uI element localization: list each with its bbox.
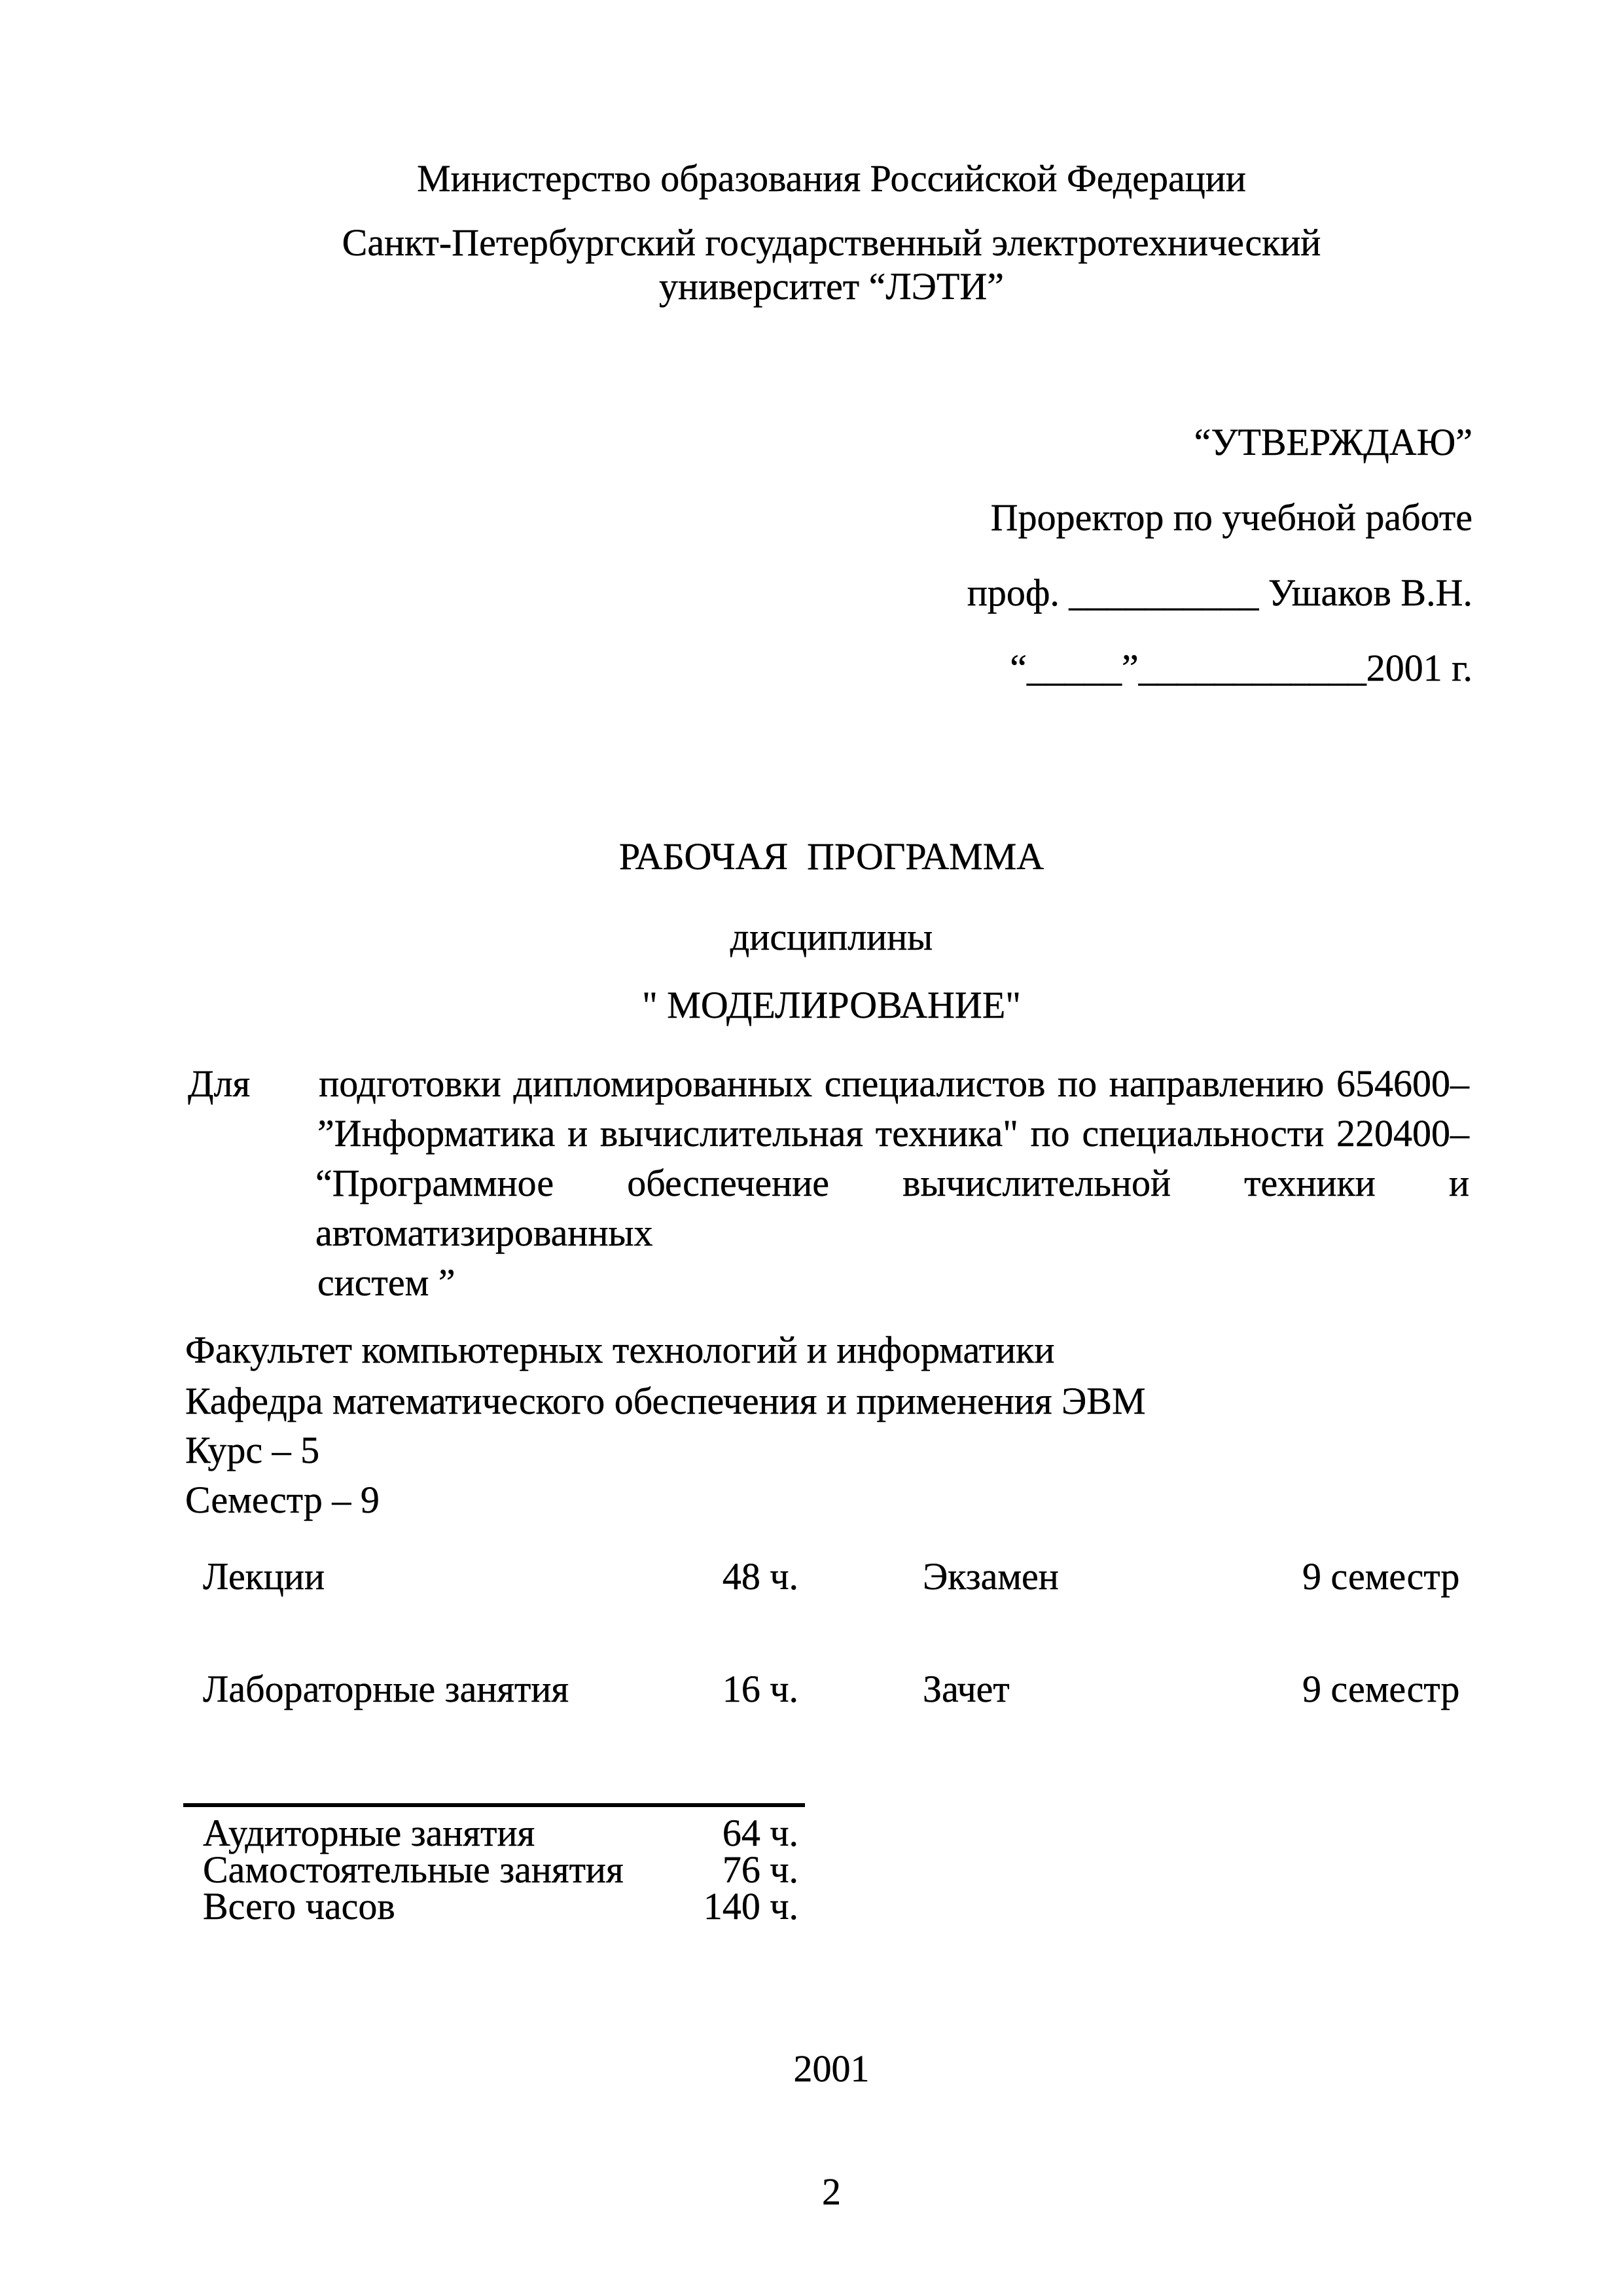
approval-title: “УТВЕРЖДАЮ”	[1194, 421, 1472, 463]
specialty-paragraph-line-1	[188, 1059, 1469, 1109]
university-line-2: университет “ЛЭТИ”	[658, 265, 1004, 308]
university-line-1: Санкт-Петербургский государственный электротехнический	[342, 221, 1321, 264]
paragraph-line-1-rest: подготовки дипломированных специалистов по направлению 654600–	[319, 1062, 1469, 1105]
approval-position: Проректор по учебной работе	[990, 496, 1472, 539]
ministry-line: Министерство образования Российской Федерации	[417, 157, 1246, 200]
specialty-paragraph	[188, 1059, 1479, 1308]
semester-line: Семестр – 9	[185, 1479, 380, 1521]
specialty-paragraph-line-2: ”Информатика и вычислительная техника" по специальности 220400–	[317, 1112, 1469, 1155]
doc-type-title: РАБОЧАЯ ПРОГРАММА	[618, 835, 1044, 878]
workload-label: Лабораторные занятия	[203, 1668, 569, 1710]
workload-hours: 48 ч.	[722, 1555, 798, 1598]
workload-term: 9 семестр	[1302, 1555, 1460, 1598]
totals-hours: 64 ч.	[722, 1812, 798, 1854]
workload-control: Зачет	[923, 1668, 1010, 1710]
totals-label: Аудиторные занятия	[203, 1812, 535, 1854]
totals-label: Самостоятельные занятия	[203, 1848, 624, 1891]
workload-hours: 16 ч.	[722, 1668, 798, 1710]
totals-hours: 140 ч.	[703, 1885, 798, 1928]
chair-line: Кафедра математического обеспечения и применения ЭВМ	[185, 1380, 1146, 1422]
university-name	[185, 221, 1478, 308]
approval-date-line: “_____”____________2001 г.	[1010, 647, 1472, 689]
doc-subtitle: дисциплины	[730, 916, 933, 958]
paragraph-lead-word: Для	[188, 1062, 251, 1105]
totals-hours: 76 ч.	[722, 1848, 798, 1891]
workload-label: Лекции	[203, 1555, 325, 1598]
totals-divider-rule	[183, 1803, 805, 1807]
totals-label: Всего часов	[203, 1885, 395, 1928]
approval-signature-line: проф. __________ Ушаков В.Н.	[967, 571, 1472, 614]
course-line: Курс – 5	[185, 1429, 320, 1471]
page-number: 2	[822, 2170, 841, 2213]
department-block	[185, 1325, 1146, 1427]
workload-control: Экзамен	[923, 1555, 1059, 1598]
workload-term: 9 семестр	[1302, 1668, 1460, 1710]
year-line: 2001	[793, 2047, 870, 2090]
specialty-paragraph-line-4: систем ”	[317, 1261, 455, 1304]
faculty-line: Факультет компьютерных технологий и информатики	[185, 1329, 1055, 1371]
discipline-name: " МОДЕЛИРОВАНИЕ"	[642, 984, 1021, 1026]
course-info-block	[185, 1426, 380, 1525]
specialty-paragraph-line-3: “Программное обеспечение вычислительной техники и автоматизированных	[315, 1162, 1479, 1254]
